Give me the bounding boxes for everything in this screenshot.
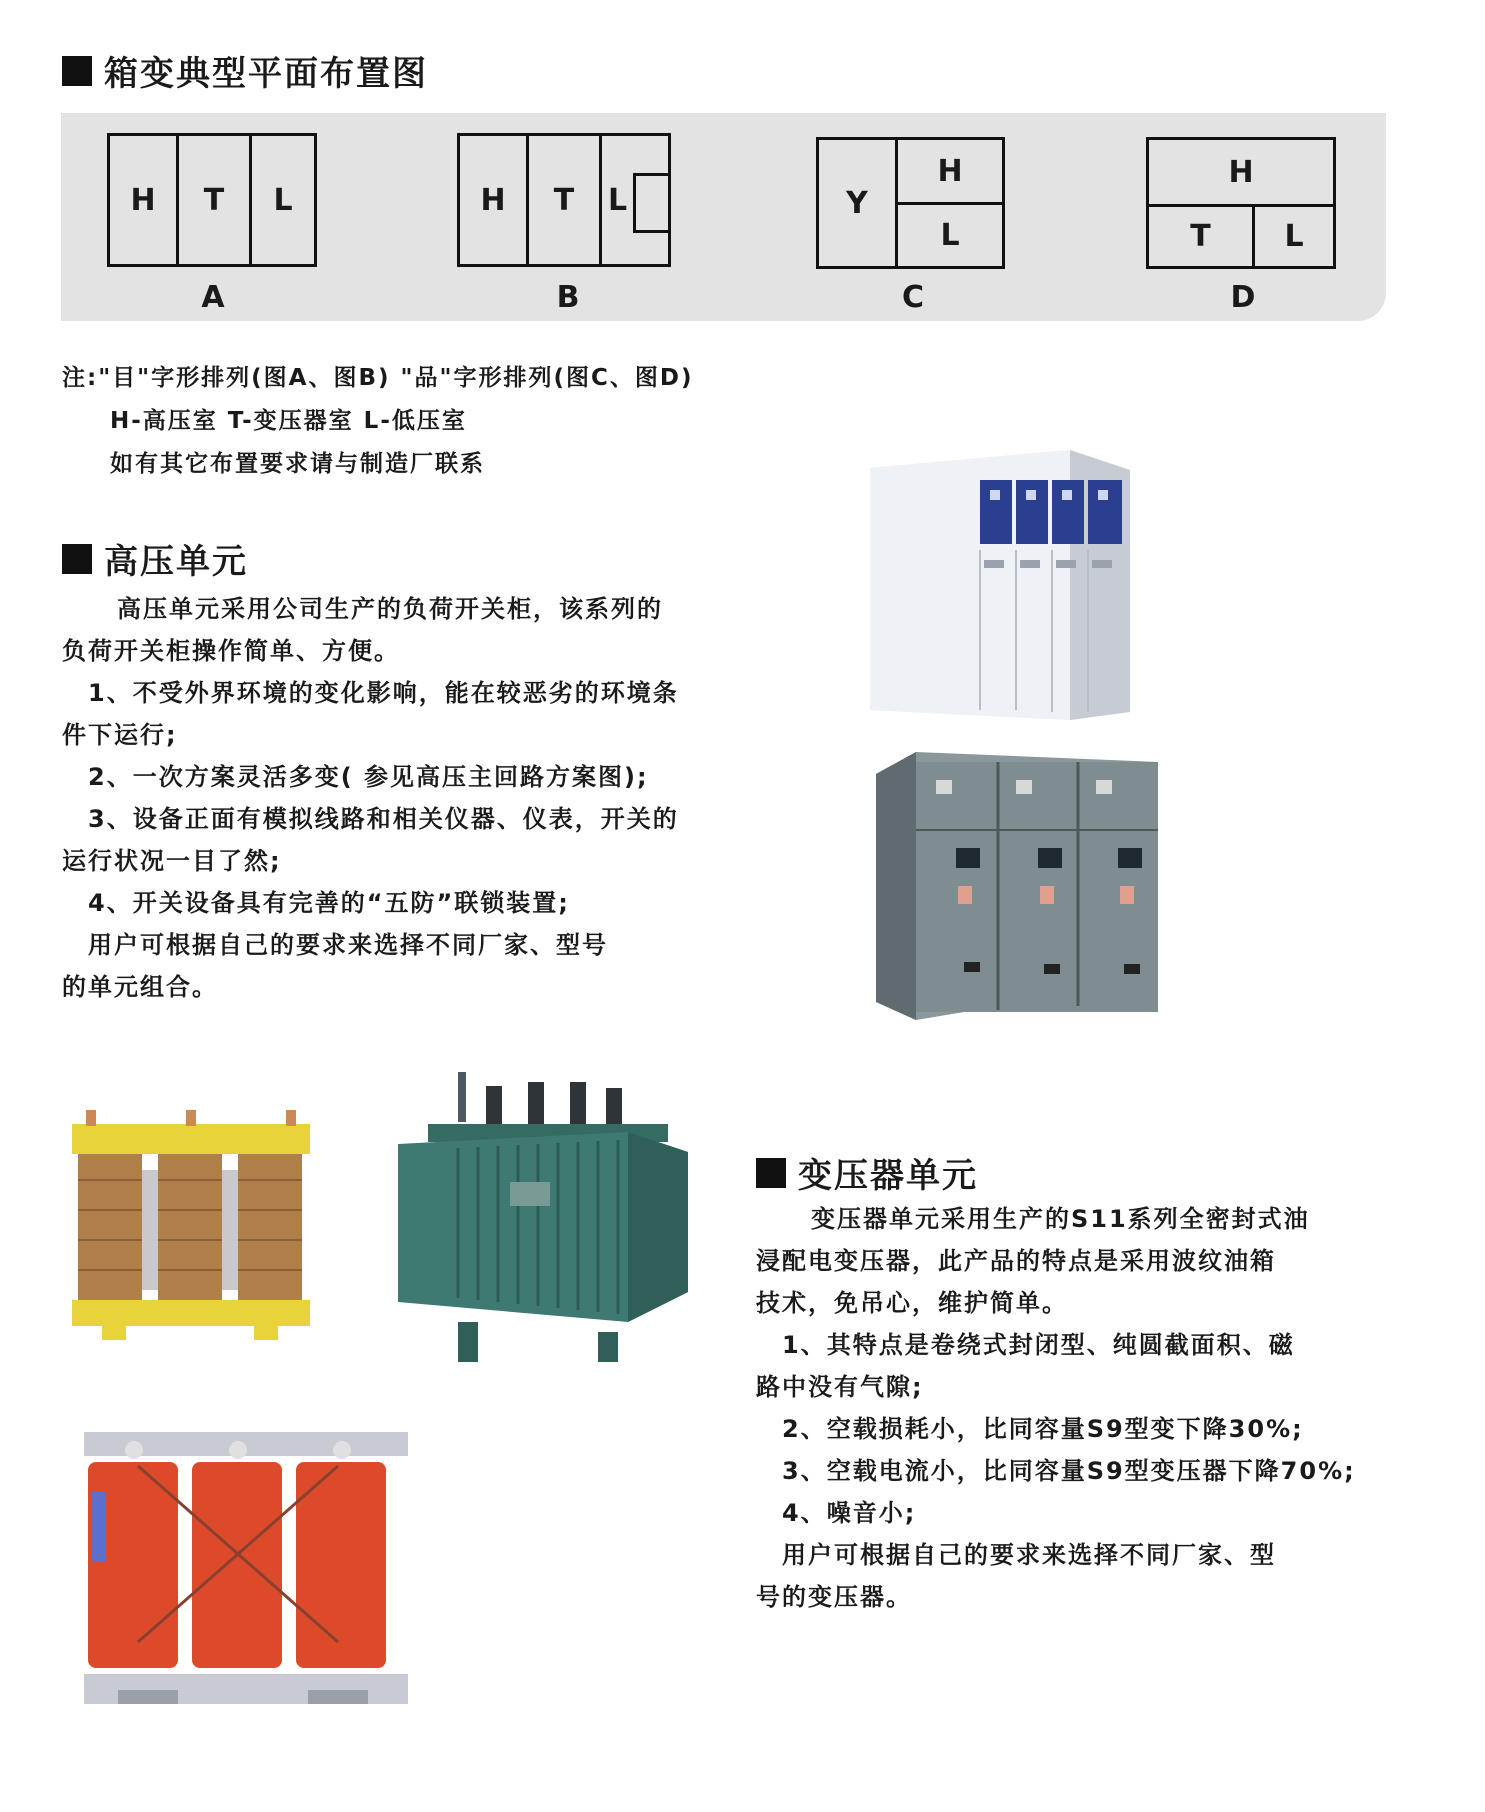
diagram-c-label: C [901,280,925,315]
section-tr-title [756,1148,978,1197]
tr-line: 1、其特点是卷绕式封闭型、纯圆截面积、磁 [782,1331,1295,1359]
hv-line: 的单元组合。 [62,973,218,1001]
hv-line: 高压单元采用公司生产的负荷开关柜，该系列的 [117,595,663,623]
tr-line: 号的变压器。 [756,1583,912,1611]
diagram-c-cell-h: H [895,137,1005,205]
square-bullet-icon [62,544,92,574]
tr-line: 路中没有气隙; [756,1373,924,1401]
diagram-b-cell-h: H [457,133,529,267]
note-line-3: 如有其它布置要求请与制造厂联系 [110,451,485,477]
dry-transformer-photo [66,1110,316,1342]
section-tr-body [756,1198,1356,1618]
note-line-1: 注:"目"字形排列(图A、图B) "品"字形排列(图C、图D) [62,365,694,391]
diagram-b-cell-l: L [599,133,671,267]
section-layout-title [62,46,428,95]
tr-line: 3、空载电流小，比同容量S9型变压器下降70%; [782,1457,1356,1485]
gray-switchgear-photo [876,752,1158,1020]
square-bullet-icon [756,1158,786,1188]
diagram-b-cell-t: T [526,133,602,267]
section-tr-title-text: 变压器单元 [798,1156,978,1196]
hv-line: 运行状况一目了然; [62,847,282,875]
tr-line: 2、空载损耗小，比同容量S9型变下降30%; [782,1415,1304,1443]
white-switchgear-photo [870,450,1130,720]
diagram-c-cell-y: Y [816,137,898,269]
hv-line: 1、不受外界环境的变化影响，能在较恶劣的环境条 [88,679,679,707]
diagram-d-cell-l: L [1252,204,1336,269]
diagram-d-cell-t: T [1146,204,1255,269]
tr-line: 4、噪音小; [782,1499,917,1527]
note-line-2: H-高压室 T-变压器室 L-低压室 [110,408,467,434]
hv-line: 用户可根据自己的要求来选择不同厂家、型号 [88,931,608,959]
diagram-c-cell-l: L [895,202,1005,269]
diagram-b-label: B [556,280,580,315]
diagram-d-cell-h: H [1146,137,1336,207]
tr-line: 变压器单元采用生产的S11系列全密封式油 [811,1205,1310,1233]
diagram-a-cell-t: T [176,133,252,267]
section-hv-title-text: 高压单元 [104,542,248,582]
hv-line: 负荷开关柜操作简单、方便。 [62,637,400,665]
square-bullet-icon [62,56,92,86]
hv-line: 3、设备正面有模拟线路和相关仪器、仪表，开关的 [88,805,679,833]
tr-line: 浸配电变压器，此产品的特点是采用波纹油箱 [756,1247,1276,1275]
section-layout-title-text: 箱变典型平面布置图 [104,54,428,94]
diagram-a-label: A [201,280,225,315]
section-hv-body [62,588,679,1008]
diagram-b-inner-box [633,173,671,233]
diagram-a-cell-l: L [249,133,317,267]
layout-diagram-band [61,113,1386,321]
cast-resin-transformer-photo [78,1422,414,1722]
hv-line: 2、一次方案灵活多变( 参见高压主回路方案图); [88,763,649,791]
oil-transformer-photo [398,1072,688,1364]
tr-line: 技术，免吊心，维护简单。 [756,1289,1068,1317]
hv-line: 4、开关设备具有完善的“五防”联锁装置; [88,889,570,917]
tr-line: 用户可根据自己的要求来选择不同厂家、型 [782,1541,1276,1569]
hv-line: 件下运行; [62,721,178,749]
section-hv-title [62,534,248,583]
diagram-a-cell-h: H [107,133,179,267]
diagram-d-label: D [1230,280,1256,315]
